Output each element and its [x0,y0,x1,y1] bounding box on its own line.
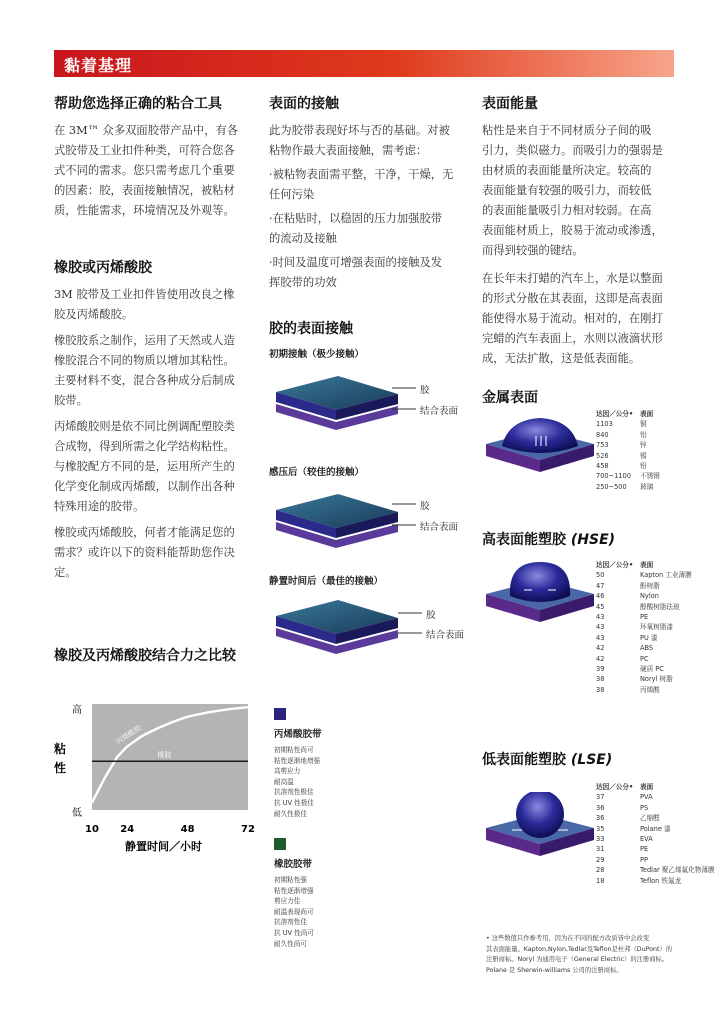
section-banner [54,50,674,77]
table-metal [596,409,660,492]
series-label-rubber: 橡胶 [157,751,172,760]
column-1 [54,93,259,583]
table-row [596,803,715,813]
title-text: 高表面能塑胶 [482,532,571,548]
title-text: 低表面能塑胶 [482,752,571,768]
line: 主要材料不变，混合各种成分后制成 [54,374,235,387]
table-row [596,591,692,601]
table-row [596,633,692,643]
x-axis-label: 静置时间／小时 [125,840,202,853]
line: 胶及丙烯酸胶。 [54,308,134,321]
line: 粘性是来自于不同材质分子间的吸 [482,124,652,137]
prop: 耐久性尚可 [274,939,307,948]
acrylic-title: 丙烯酸胶带 [274,729,322,740]
cell-dyne: 达因／公分• [596,561,634,569]
rubber-swatch [274,838,286,850]
cell-surface: 酚树脂 [640,581,660,590]
y-axis-label-char-1: 粘 [54,742,67,756]
paragraph-surface-energy [482,121,682,261]
line: 3M 胶带及工业扣件皆使用改良之橡 [54,288,235,301]
cell-surface: 醇酸树脂珐琅 [640,602,680,611]
legend-rubber [274,838,314,949]
table-row [596,664,692,674]
cell-dyne: 42 [596,654,605,663]
cell-surface: PC [640,654,649,663]
series-label-acrylic: 丙烯酸胶 [114,723,143,747]
heading-metal [482,387,538,407]
cell-surface: Kapton 工业薄膜 [640,571,692,580]
footnote-line: Polane 是 Sherwin-williams 公司的注册商标。 [486,966,623,974]
cell-dyne: 43 [596,623,605,632]
label-surface-1: 结合表面 [420,406,459,417]
table-row [596,430,660,440]
prop: 初期粘性尚可 [274,746,314,754]
cell-dyne: 36 [596,814,605,823]
cell-surface: 锡 [640,451,647,460]
line: 在长年未打蜡的汽车上，水是以整面 [482,272,663,285]
cell-dyne: 458 [596,462,609,471]
stage-3-title: 静置时间后（最佳的接触） [269,576,384,587]
footnote [486,934,691,976]
rubber-title: 橡胶胶带 [274,859,313,870]
table-header-row [596,409,660,419]
x-tick-group [85,824,255,835]
line: 式胶带及工业扣件种类，可符合您各 [54,144,235,157]
line: 表面能材质上，胶易于流动或渗透， [482,224,663,237]
line: 的因素：胶，表面接触情况，被粘材 [54,184,235,197]
cell-surface: 玻璃 [640,482,654,491]
table-row [596,685,692,695]
heading-lse [482,749,612,769]
table-row [596,674,692,684]
cell-surface: PP [640,855,648,864]
cell-dyne: 38 [596,675,605,684]
table-row [596,482,660,492]
table-header-row [596,560,692,570]
table-row [596,622,692,632]
line: 的表面能量吸引力相对较弱。在高 [482,204,652,217]
bullet-2 [269,209,469,249]
cell-dyne: 31 [596,845,605,854]
banner-title: 黏着基理 [64,56,133,75]
line: 橡胶混合不同的物质以增加其粘性。 [54,354,235,367]
cell-dyne: 46 [596,592,605,601]
line: 与橡胶配方不同的是，运用所产生的 [54,460,235,473]
paragraph-rubber [54,331,259,411]
cell-surface: 硬质 PC [640,665,664,674]
table-row [596,792,715,802]
table-row [596,876,715,886]
cell-dyne: 33 [596,835,605,844]
table-row [596,865,715,875]
line: 完蜡的汽车表面上，水则以液滴状形 [482,332,663,345]
cell-dyne: 39 [596,665,605,674]
cell-dyne: 38 [596,685,605,694]
line: 挥胶带的功效 [269,276,337,289]
bullet-3 [269,253,469,293]
prop: 初期粘性强 [274,876,307,884]
cell-dyne: 526 [596,451,609,460]
table-row [596,855,715,865]
cell-dyne: 28 [596,866,605,875]
label-adhesive-1: 胶 [420,385,430,396]
cell-dyne: 47 [596,581,605,590]
cell-dyne: 18 [596,876,605,885]
cell-dyne: 29 [596,855,605,864]
cell-surface: PS [640,803,649,812]
footnote-line: 其表面能量。Kapton,Nylon,Tedlar及Teflon是杜邦（DuPont）的 [486,945,673,953]
line: 成，无法扩散，这是低表面能。 [482,352,641,365]
prop: 粘性逐渐增强 [274,886,314,895]
bond-strength-chart [50,690,270,860]
table-row [596,451,660,461]
cell-surface: Teflon 铁氟龙 [640,876,682,885]
cell-surface: 表面 [640,783,654,791]
cell-dyne: 达因／公分• [596,783,634,791]
line: 化学变化制成丙烯酸，以制作出各种 [54,480,235,493]
line: ·时间及温度可增强表面的接触及发 [269,256,443,269]
droplet-metal [484,414,596,478]
cell-dyne: 45 [596,602,605,611]
line: 质，性能需求，环境情况及外观等。 [54,204,235,217]
y-tick-high: 高 [72,705,82,716]
line: 此为胶带表现好坏与否的基础。对被 [269,124,450,137]
table-row [596,824,715,834]
acrylic-swatch [274,708,286,720]
title-abbr: (LSE) [570,752,613,768]
table-hse [596,560,692,695]
acrylic-props [274,745,322,819]
table-row [596,813,715,823]
cell-surface: Nylon [640,592,659,601]
y-axis-label-char-2: 性 [54,761,67,775]
heading-surface-energy: 表面能量 [482,96,538,112]
cell-dyne: 43 [596,633,605,642]
column-2 [269,93,469,293]
label-adhesive-2: 胶 [420,501,430,512]
cell-surface: 锌 [640,441,647,450]
stage-2-title: 感压后（较佳的接触） [269,467,365,478]
line: 合成物，得到所需之化学结构粘性。 [54,440,235,453]
table-lse [596,782,715,886]
cell-surface: PE [640,845,649,854]
cell-surface: Polane 漆 [640,824,671,833]
rubber-props [274,875,314,949]
label-surface-2: 结合表面 [420,522,459,533]
footnote-line: 注册商标。Noryl 为通用电子（General Electric）的注册商标。 [486,956,669,964]
heading-choose-tools: 帮助您选择正确的粘合工具 [54,96,222,112]
line: ·被粘物表面需平整，干净，干燥，无 [269,168,454,181]
cell-dyne: 36 [596,803,605,812]
line: 胶带。 [54,394,88,407]
paragraph-car-example [482,269,682,369]
line: 的流动及接触 [269,232,337,245]
table-row [596,440,660,450]
cell-surface: 铜 [640,420,647,429]
table-body [596,782,715,886]
cell-dyne: 753 [596,441,609,450]
line: ·在粘贴时，以稳固的压力加强胶带 [269,212,443,225]
label-surface-3: 结合表面 [426,630,465,641]
title-abbr: (HSE) [570,532,616,548]
cell-surface: PVA [640,793,653,802]
table-row [596,834,715,844]
cell-surface: 表面 [640,410,654,418]
prop: 剪应力佳 [274,897,301,906]
table-row [596,471,660,481]
line: 特殊用途的胶带。 [54,500,145,513]
line: 定。 [54,566,77,579]
x-tick-label: 72 [241,824,255,835]
cell-dyne: 50 [596,571,605,580]
prop: 粘性逐渐地增强 [274,756,321,765]
line: 的形式分散在其表面，这即是高表面 [482,292,663,305]
droplet-hse [484,558,596,630]
stage-1-title: 初期接触（极少接触） [269,349,365,360]
cell-surface: 不锈钢 [640,472,660,481]
line: 式不同的需求。您只需考虑几个重要 [54,164,235,177]
line: 表面能量有较强的吸引力，而较低 [482,184,652,197]
cell-surface: Noryl 树脂 [640,675,673,684]
cell-surface: 环氧树脂漆 [640,623,673,632]
x-tick-label: 10 [85,824,99,835]
prop: 耐温表现尚可 [274,907,314,916]
paragraph-which [54,523,259,583]
table-row [596,581,692,591]
line: 丙烯酸胶则是依不同比例调配塑胶类 [54,420,235,433]
cell-surface: ABS [640,644,654,653]
heading-hse [482,529,615,549]
table-row [596,461,660,471]
paragraph-intro [54,121,259,221]
prop: 抗溶剂性极佳 [274,788,314,797]
table-body [596,560,692,695]
cell-dyne: 42 [596,644,605,653]
prop: 抗 UV 性尚可 [274,928,314,937]
heading-bond-comparison: 橡胶及丙烯酸胶结合力之比较 [54,648,236,664]
cell-dyne: 840 [596,430,609,439]
y-tick-low: 低 [72,808,82,819]
cell-surface: 乙缩醛 [640,814,660,823]
heading-rubber-acrylic: 橡胶或丙烯酸胶 [54,260,152,276]
cell-surface: 丙烯酸 [640,685,660,694]
cell-surface: PU 漆 [640,633,658,642]
cell-dyne: 达因／公分• [596,410,634,418]
table-row [596,643,692,653]
cell-dyne: 700~1100 [596,472,631,481]
cell-dyne: 35 [596,824,605,833]
droplet [502,418,578,453]
droplet [510,562,570,602]
cell-dyne: 43 [596,613,605,622]
line: 在 3M™ 众多双面胶带产品中，有各 [54,124,239,137]
line: 引力，类似磁力。而吸引力的强弱是 [482,144,663,157]
droplet [516,792,564,838]
cell-dyne: 37 [596,793,605,802]
table-row [596,654,692,664]
x-tick-label: 48 [180,824,195,835]
prop: 高剪应力 [274,767,301,776]
line: 而得到较强的键结。 [482,244,584,257]
table-row [596,602,692,612]
legend-acrylic [274,708,322,819]
bullet-1 [269,165,469,205]
x-tick-label: 24 [120,824,135,835]
cell-dyne: 1103 [596,420,613,429]
cell-surface: Tedlar 聚乙烯氟化物薄膜 [640,866,715,875]
table-row [596,419,660,429]
cell-surface: 铝 [640,430,647,439]
droplet-lse [484,792,596,864]
heading-adhesive-contact: 胶的表面接触 [269,321,353,337]
line: 需求？或许以下的资料能帮助您作决 [54,546,235,559]
footnote-line: • 这些数值只作参考用，因为在不同的配方改质皆中会改变 [486,935,650,942]
line: 任何污染 [269,188,315,201]
cell-surface: 铅 [640,462,647,471]
prop: 抗 UV 性极佳 [274,798,314,807]
table-body [596,409,660,492]
table-row [596,612,692,622]
prop: 耐高温 [274,777,294,786]
title-text: 金属表面 [482,390,538,406]
prop: 耐久性极佳 [274,809,307,818]
cell-dyne: 250~500 [596,482,627,491]
paragraph-contact-intro [269,121,469,161]
cell-surface: EVA [640,835,653,844]
table-row [596,844,715,854]
table-row [596,570,692,580]
heading-surface-contact: 表面的接触 [269,96,339,112]
line: 由材质的表面能量所决定。较高的 [482,164,652,177]
table-header-row [596,782,715,792]
line: 能使得水易于流动。相对的，在刚打 [482,312,663,325]
paragraph-3m-tapes [54,285,259,325]
line: 橡胶或丙烯酸胶，何者才能满足您的 [54,526,235,539]
prop: 抗溶剂性佳 [274,918,307,927]
line: 粘物作最大表面接触，需考虑： [269,144,428,157]
column-3 [482,93,682,369]
cell-surface: 表面 [640,561,654,569]
label-adhesive-3: 胶 [426,610,436,621]
line: 橡胶胶系之制作，运用了天然或人造 [54,334,235,347]
paragraph-acrylic [54,417,259,517]
cell-surface: PE [640,613,649,622]
